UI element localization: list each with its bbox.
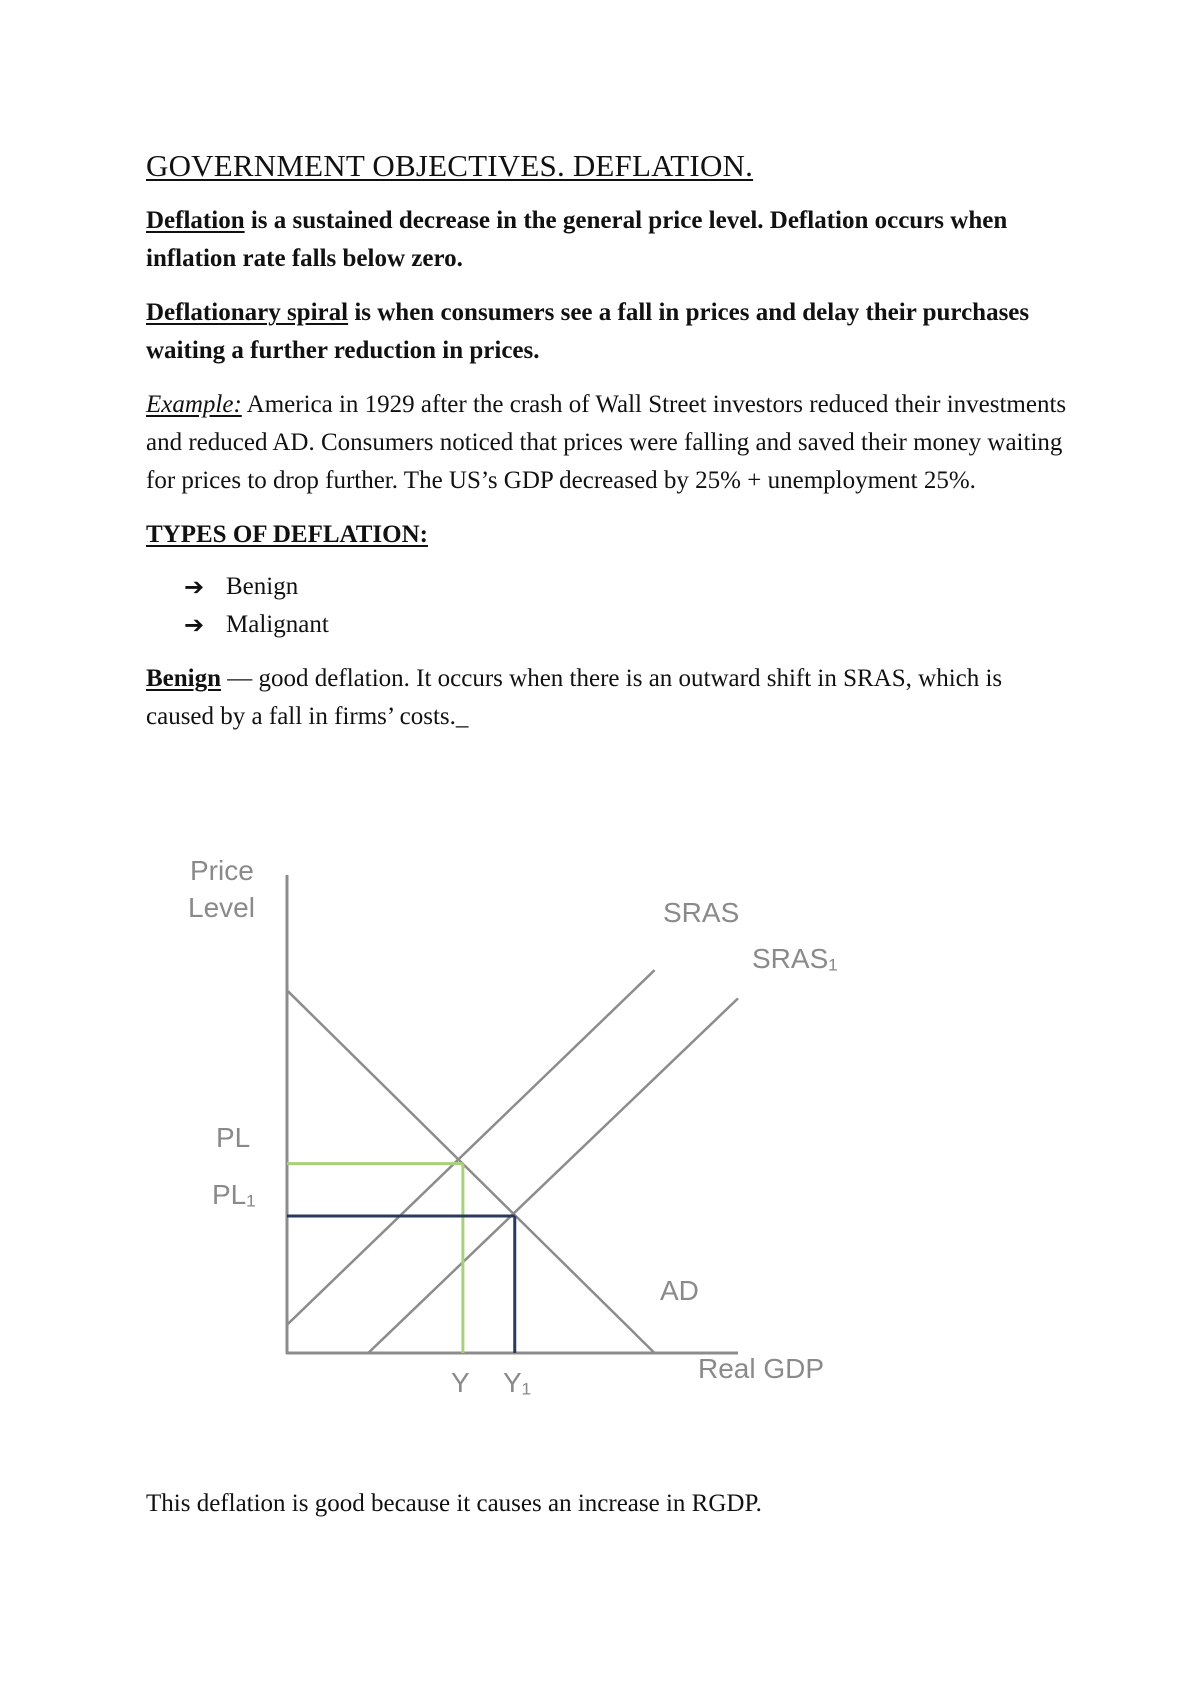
benign-text: — good deflation. It occurs when there is an outward shift in SRAS, which is caused by a fall in firms’ costs._ [146,665,1003,730]
y-axis-label-line-2: Level [188,892,255,923]
arrow-right-icon: ➔ [184,573,205,601]
term-benign: Benign [146,665,222,692]
tick-label-pl1: PL₁ [212,1179,256,1210]
example-text: America in 1929 after the crash of Wall Street investors reduced their investments and reduced AD. Consumers noticed that prices were falling and saved their money waiting for prices to drop further. The US’s GDP decreased by 25% + unemployment 25%. [146,391,1067,494]
conclusion-text: This deflation is good because it causes an increase in RGDP. [146,1490,762,1517]
sras1-label: SRAS₁ [752,943,838,974]
x-axis-label: Real GDP [698,1353,825,1384]
tick-label-y1: Y₁ [503,1367,532,1398]
sras-label: SRAS [663,897,740,928]
ad-label: AD [660,1275,699,1306]
deflation-definition-text: is a sustained decrease in the general price level. Deflation occurs when inflation rate falls below zero. [146,207,1008,272]
tick-label-y: Y [451,1367,470,1398]
term-deflation: Deflation [146,207,245,234]
types-heading: TYPES OF DEFLATION: [146,521,428,548]
ad-curve [287,990,655,1353]
y-axis-label-line-1: Price [190,855,254,886]
tick-label-pl: PL [216,1122,251,1153]
arrow-right-icon: ➔ [184,611,205,639]
example-label: Example: [146,391,242,418]
document-title: GOVERNMENT OBJECTIVES. DEFLATION. [146,148,754,183]
type-malignant: Malignant [226,611,329,638]
spiral-definition-text: is when consumers see a fall in prices and delay their purchases waiting a further reduction in prices. [146,299,1030,364]
term-deflationary-spiral: Deflationary spiral [146,299,349,326]
sras-curve [287,970,655,1325]
type-benign: Benign [226,573,299,600]
